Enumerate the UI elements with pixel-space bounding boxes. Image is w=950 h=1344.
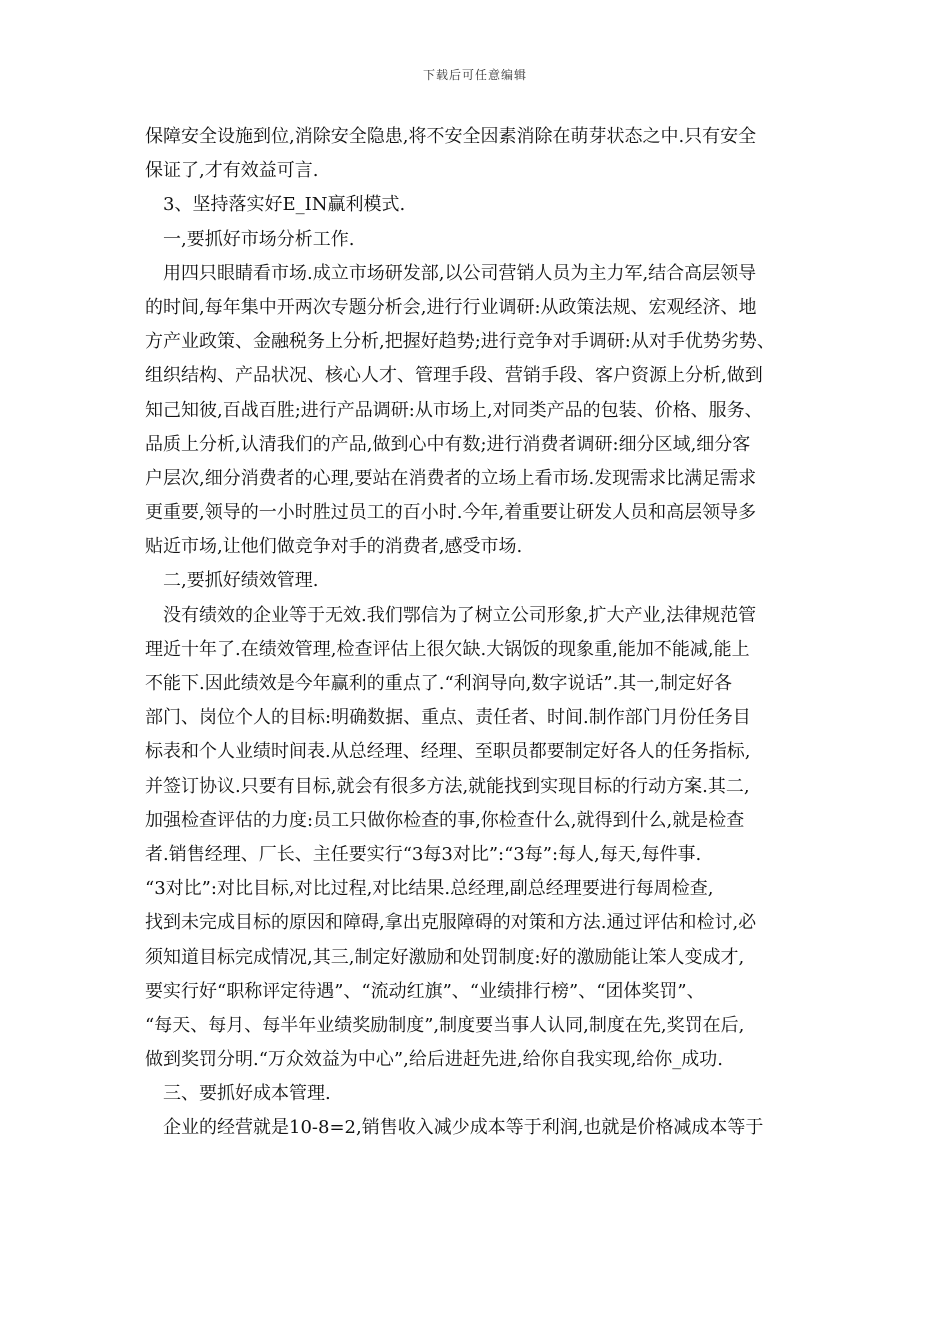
text-line: 找到未完成目标的原因和障碍,拿出克服障碍的对策和方法.通过评估和检讨,必 — [145, 912, 757, 934]
text-line: 须知道目标完成情况,其三,制定好激励和处罚制度:好的激励能让笨人变成才, — [145, 946, 745, 968]
text-line: “3对比”:对比目标,对比过程,对比结果.总经理,副总经理要进行每周检查, — [145, 878, 714, 900]
text-line: 户层次,细分消费者的心理,要站在消费者的立场上看市场.发现需求比满足需求 — [145, 467, 757, 489]
text-line: 做到奖罚分明.“万众效益为中心”,给后进赶先进,给你自我实现,给你_成功. — [145, 1049, 724, 1071]
text-line: 保证了,才有效益可言. — [145, 160, 319, 182]
text-line: 理近十年了.在绩效管理,检查评估上很欠缺.大锅饭的现象重,能加不能减,能上 — [145, 638, 750, 660]
section-heading: 三、要抓好成本管理. — [163, 1083, 331, 1105]
text-line: “每天、每月、每半年业绩奖励制度”,制度要当事人认同,制度在先,奖罚在后, — [145, 1014, 745, 1036]
section-heading: 一,要抓好市场分析工作. — [163, 228, 355, 250]
text-line: 保障安全设施到位,消除安全隐患,将不安全因素消除在萌芽状态之中.只有安全 — [145, 126, 757, 147]
text-line: 企业的经营就是10-8=2,销售收入减少成本等于利润,也就是价格减成本等于 — [163, 1117, 764, 1139]
text-line: 更重要,领导的一小时胜过员工的百小时.今年,着重要让研发人员和高层领导多 — [145, 502, 757, 524]
page-header: 下载后可任意编辑 — [422, 68, 527, 82]
document-body — [145, 120, 825, 1146]
text-line: 者.销售经理、厂长、主任要实行“3每3对比”:“3每”:每人,每天,每件事. — [145, 843, 702, 865]
list-item-heading: 3、坚持落实好E_IN赢利模式. — [163, 194, 406, 216]
text-line: 知己知彼,百战百胜;进行产品调研:从市场上,对同类产品的包装、价格、服务、 — [145, 399, 763, 421]
text-line: 品质上分析,认清我们的产品,做到心中有数;进行消费者调研:细分区域,细分客 — [145, 433, 751, 455]
text-line: 用四只眼睛看市场.成立市场研发部,以公司营销人员为主力军,结合高层领导 — [163, 262, 757, 284]
text-line: 不能下.因此绩效是今年赢利的重点了.“利润导向,数字说话”.其一,制定好各 — [145, 673, 733, 694]
text-line: 并签订协议.只要有目标,就会有很多方法,就能找到实现目标的行动方案.其二, — [145, 775, 750, 797]
section-heading: 二,要抓好绩效管理. — [163, 570, 319, 592]
text-line: 标表和个人业绩时间表.从总经理、经理、至职员都要制定好各人的任务指标, — [145, 741, 751, 763]
text-line: 部门、岗位个人的目标:明确数据、重点、责任者、时间.制作部门月份任务目 — [145, 707, 751, 729]
text-line: 组织结构、产品状况、核心人才、管理手段、营销手段、客户资源上分析,做到 — [145, 365, 763, 387]
text-line: 要实行好“职称评定待遇”、“流动红旗”、“业绩排行榜”、“团体奖罚”、 — [145, 980, 705, 1002]
text-line: 没有绩效的企业等于无效.我们鄂信为了树立公司形象,扩大产业,法律规范管 — [163, 604, 757, 626]
text-line: 方产业政策、金融税务上分析,把握好趋势;进行竞争对手调研:从对手优势劣势、 — [145, 331, 775, 353]
text-line: 加强检查评估的力度:员工只做你检查的事,你检查什么,就得到什么,就是检查 — [145, 809, 745, 831]
text-line: 的时间,每年集中开两次专题分析会,进行行业调研:从政策法规、宏观经济、地 — [145, 296, 757, 318]
text-line: 贴近市场,让他们做竞争对手的消费者,感受市场. — [145, 536, 523, 558]
